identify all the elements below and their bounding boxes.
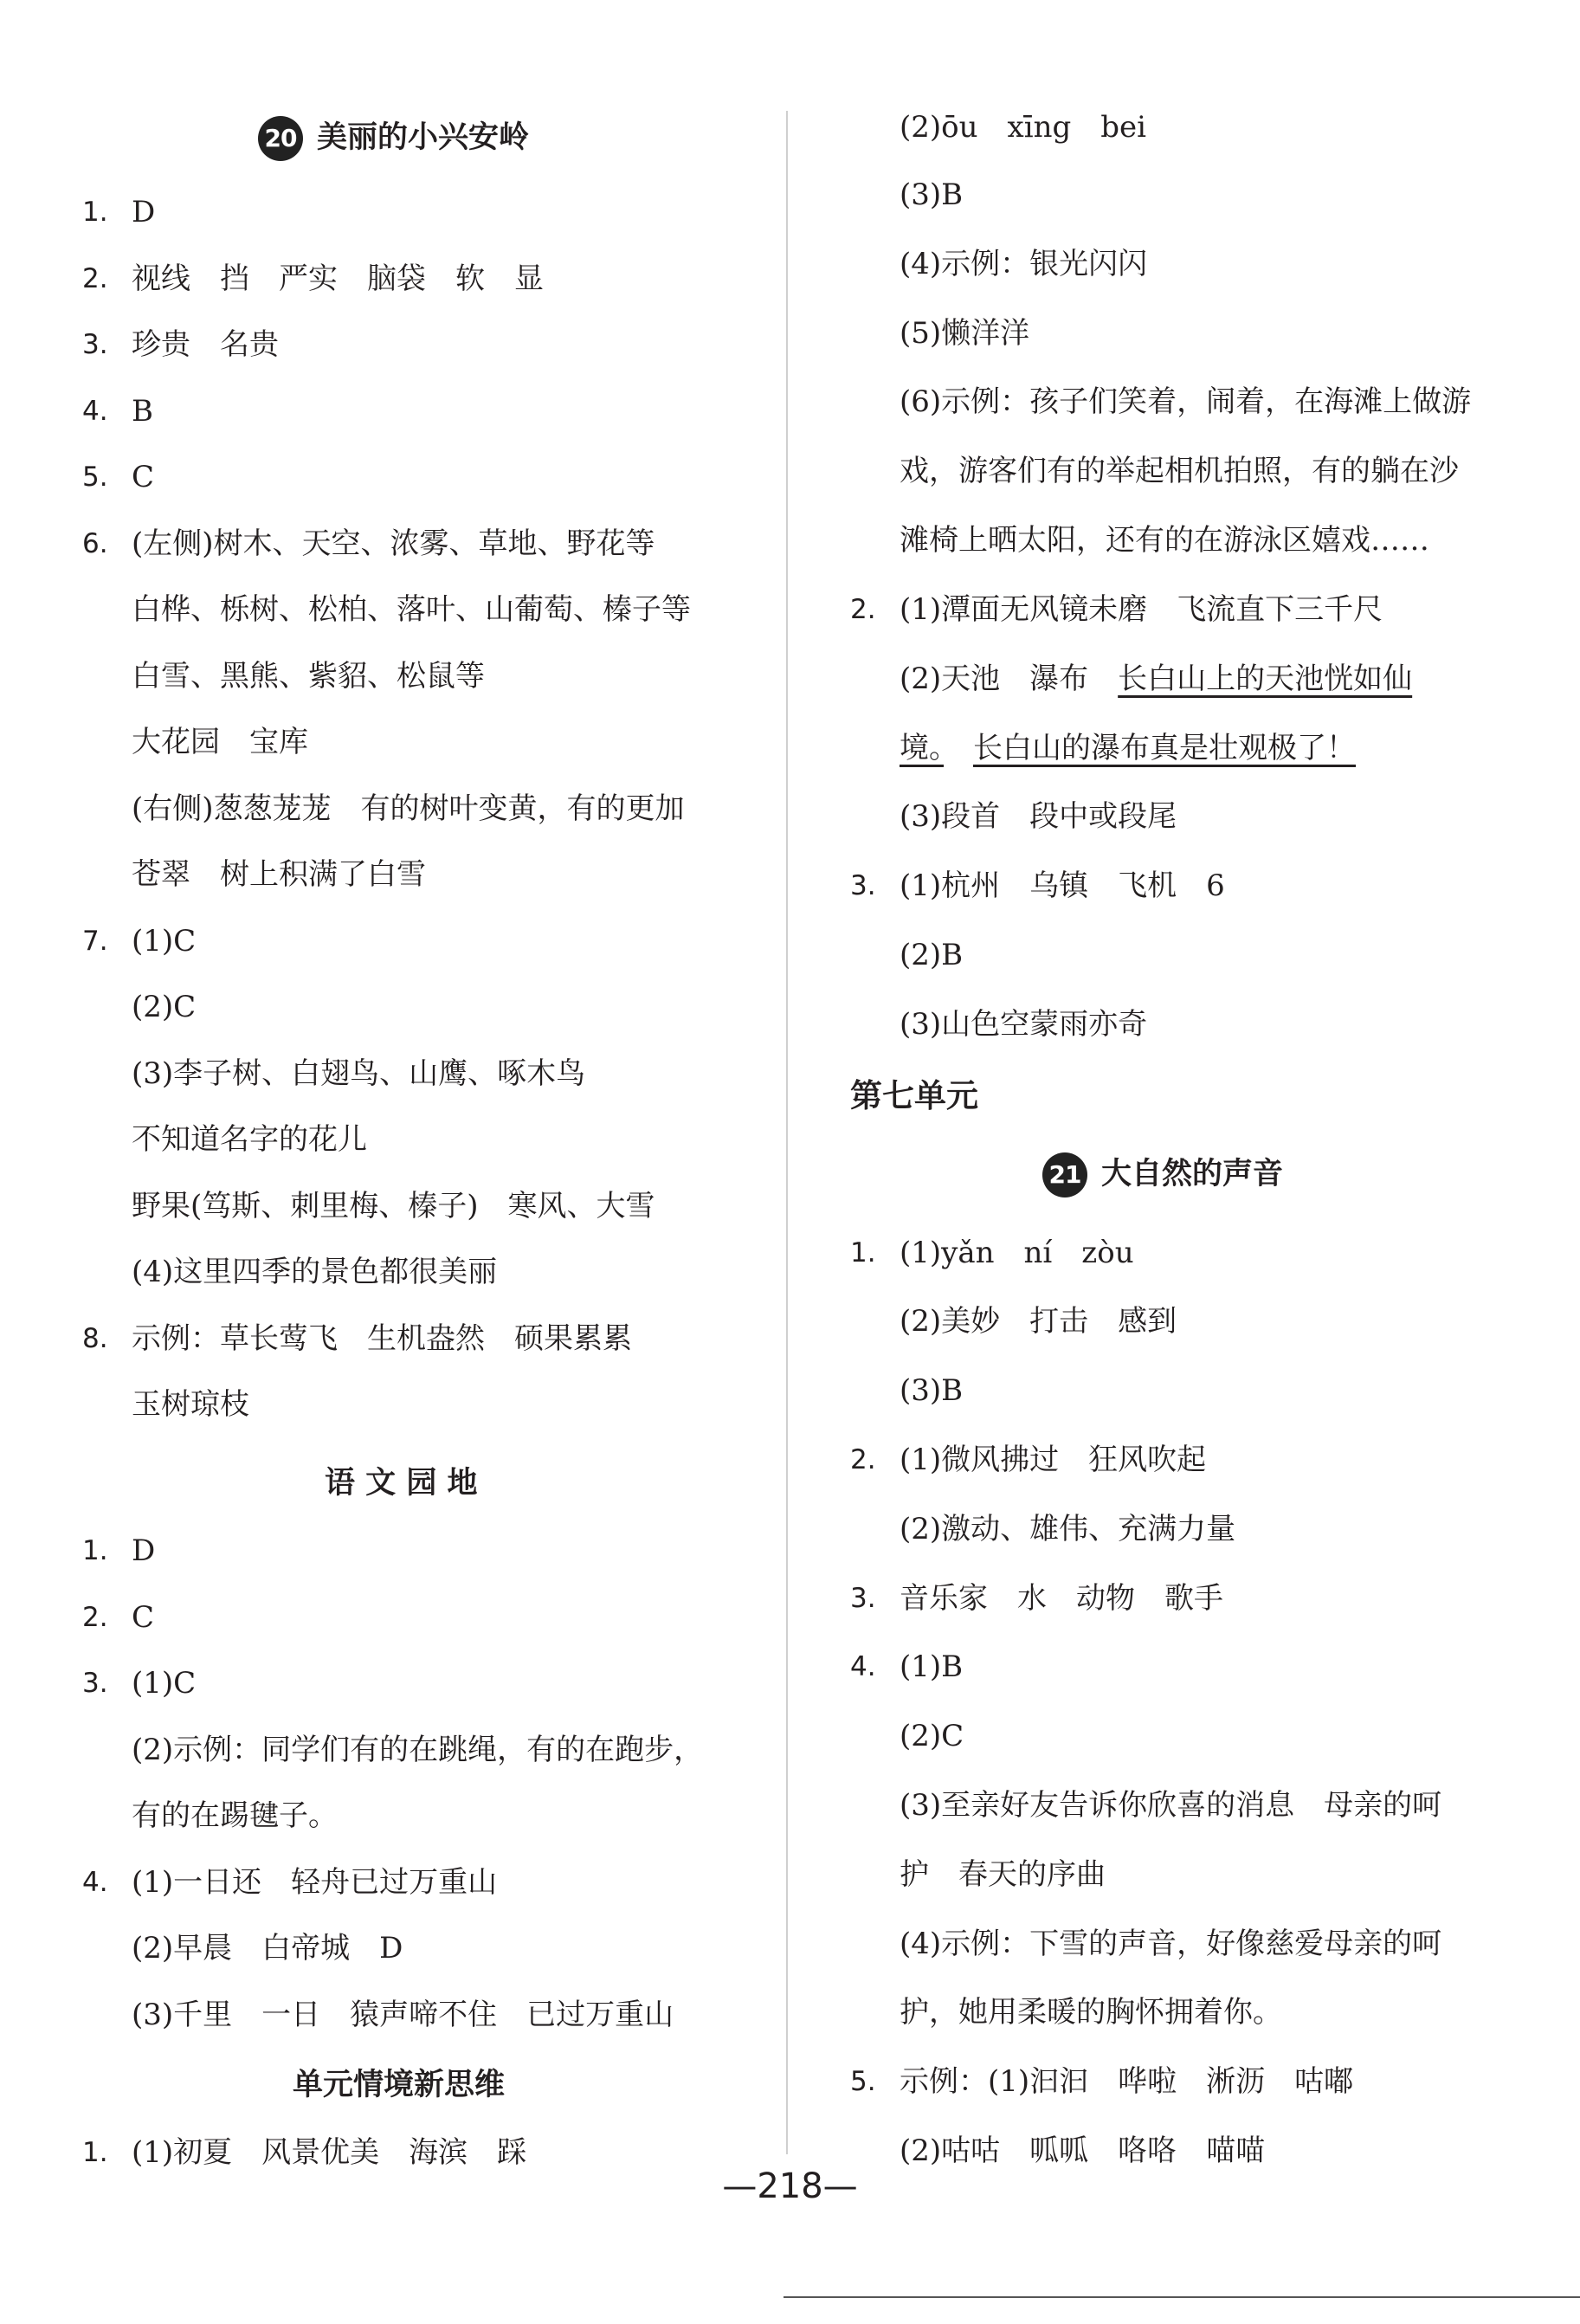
- section-title-danyuan: 单元情境新思维: [293, 2068, 506, 2102]
- section-title-yuwen: 语 文 园 地: [325, 1466, 478, 1501]
- unit-title: 第七单元: [850, 1077, 978, 1114]
- lesson-20-heading: [258, 116, 529, 161]
- page-number: —218—: [722, 2166, 858, 2206]
- lesson-title: 大自然的声音: [1101, 1157, 1284, 1191]
- lesson-number-badge: 21: [1042, 1152, 1087, 1198]
- lesson-21-heading: [1042, 1152, 1283, 1198]
- underlined-answer: 长白山上的天池恍如仙: [1118, 662, 1413, 696]
- underlined-answer: 长白山的瀑布真是壮观极了！: [973, 731, 1356, 765]
- footer-rule: [784, 2296, 1580, 2298]
- lesson-title: 美丽的小兴安岭: [317, 120, 530, 155]
- column-divider: [786, 111, 788, 2154]
- underlined-answer: 境。: [900, 731, 944, 765]
- lesson-number-badge: 20: [258, 116, 303, 161]
